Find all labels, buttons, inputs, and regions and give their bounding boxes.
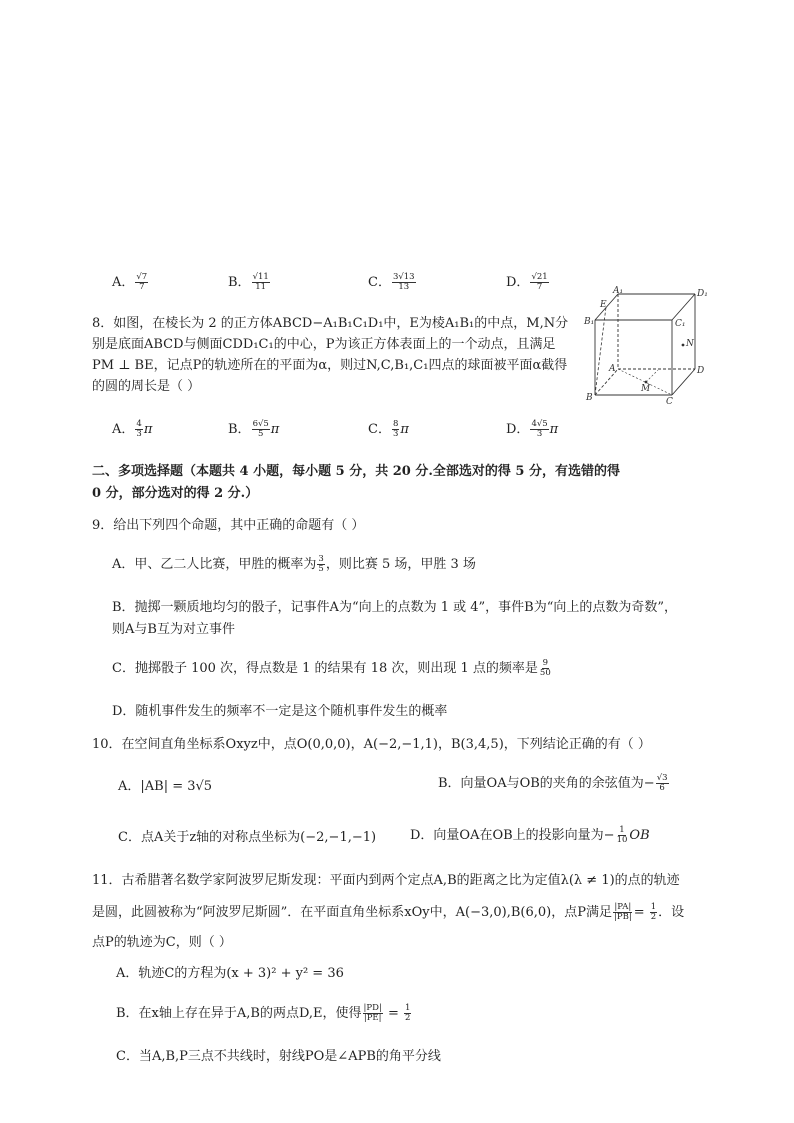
q8-line-2: 别是底面ABCD与侧面CDD₁C₁的中心，P为该正方体表面上的一个动点，且满足: [92, 337, 556, 352]
q11-line-1: 11．古希腊著名数学家阿波罗尼斯发现：平面内到两个定点A,B的距离之比为定值λ(λ ≠ 1)的点的轨迹: [92, 873, 680, 888]
label-c1: C₁: [675, 319, 686, 329]
section-heading-line-1: 二、多项选择题（本题共 4 小题，每小题 5 分，共 20 分.全部选对的得 5 分，有选错的得: [92, 464, 620, 479]
q10-option-b: B．向量OA与OB的夹角的余弦值为− $\frac{√3}{6}$: [438, 773, 668, 793]
label-n: N: [686, 339, 694, 349]
label-e: E: [600, 300, 607, 310]
q9-option-b-line-1: B．抛掷一颗质地均匀的骰子，记事件A为“向上的点数为 1 或 4”，事件B为“向上的点数为奇数”，: [112, 600, 678, 615]
label-a1: A₁: [613, 286, 624, 296]
q9-option-d: D．随机事件发生的频率不一定是这个随机事件发生的概率: [112, 704, 448, 719]
q7-option-b: B． $\frac{√11}{11}$: [228, 272, 269, 292]
q8-line-3: PM ⊥ BE，记点P的轨迹所在的平面为α，则过N,C,B₁,C₁四点的球面被平面α截得: [92, 358, 568, 373]
q9-option-c: C．抛掷骰子 100 次，得点数是 1 的结果有 18 次，则出现 1 点的频率是 $\frac{9}{50}$: [112, 658, 551, 678]
point-m: [645, 381, 648, 384]
q7-option-a: A． $\frac{√7}{7}$: [112, 272, 148, 292]
q9-option-a: A．甲、乙二人比赛，甲胜的概率为 $\frac{3}{5}$ ，则比赛 5 场，甲胜 3 场: [112, 554, 476, 574]
q8-option-c: C． $\frac{8}{3}$ π: [368, 419, 409, 439]
q11-line-3: 点P的轨迹为C，则（ ）: [92, 935, 232, 950]
label-d1: D₁: [697, 289, 708, 299]
q11-option-b: B．在x轴上存在异于A,B的两点D,E，使得 $\frac{|PD|}{|PE|}$ = $\frac{1}{2}$: [116, 1003, 411, 1023]
q8-line-1: 8．如图，在棱长为 2 的正方体ABCD−A₁B₁C₁D₁中，E为棱A₁B₁的中点，M,N分: [92, 316, 569, 331]
q8-line-4: 的圆的周长是（ ）: [92, 379, 201, 394]
label-b1: B₁: [584, 317, 595, 327]
q10-option-d: D．向量OA在OB上的投影向量为− $\frac{1}{10}$ OB: [410, 825, 650, 845]
q10-option-c: C．点A关于z轴的对称点坐标为(−2,−1,−1): [118, 830, 377, 845]
q8-option-b: B． $\frac{6√5}{5}$ π: [228, 419, 280, 439]
q11-line-2: 是圆，此圆被称为“阿波罗尼斯圆”．在平面直角坐标系xOy中，A(−3,0),B(6,0)，点P满足 $\frac{|PA|}{|PB|}$ = $\frac{1}{2}$ ．设: [92, 902, 685, 922]
label-b: B: [586, 393, 593, 403]
label-c: C: [666, 397, 673, 407]
point-n: [682, 344, 685, 347]
q8-option-d: D． $\frac{4√5}{3}$ π: [506, 419, 559, 439]
label-a: A: [609, 364, 616, 374]
q11-option-a: A．轨迹C的方程为(x + 3)² + y² = 36: [116, 966, 344, 981]
q10-option-a: A．|AB| = 3√5: [118, 779, 213, 794]
q9-stem: 9．给出下列四个命题，其中正确的命题有（ ）: [92, 518, 365, 533]
label-m: M: [641, 384, 651, 394]
q8-option-a: A． $\frac{4}{3}$ π: [112, 419, 153, 439]
q7-option-c: C． $\frac{3√13}{13}$: [368, 272, 415, 292]
label-d: D: [697, 366, 705, 376]
q11-option-c: C．当A,B,P三点不共线时，射线PO是∠APB的角平分线: [116, 1049, 441, 1064]
section-heading-line-2: 0 分，部分选对的得 2 分.）: [92, 486, 259, 501]
q7-option-d: D． $\frac{√21}{7}$: [506, 272, 548, 292]
cube-figure: [580, 284, 710, 408]
q10-stem: 10．在空间直角坐标系Oxyz中，点O(0,0,0)，A(−2,−1,1)，B(3,4,5)，下列结论正确的有（ ）: [92, 737, 651, 752]
q9-option-b-line-2: 则A与B互为对立事件: [112, 622, 235, 637]
